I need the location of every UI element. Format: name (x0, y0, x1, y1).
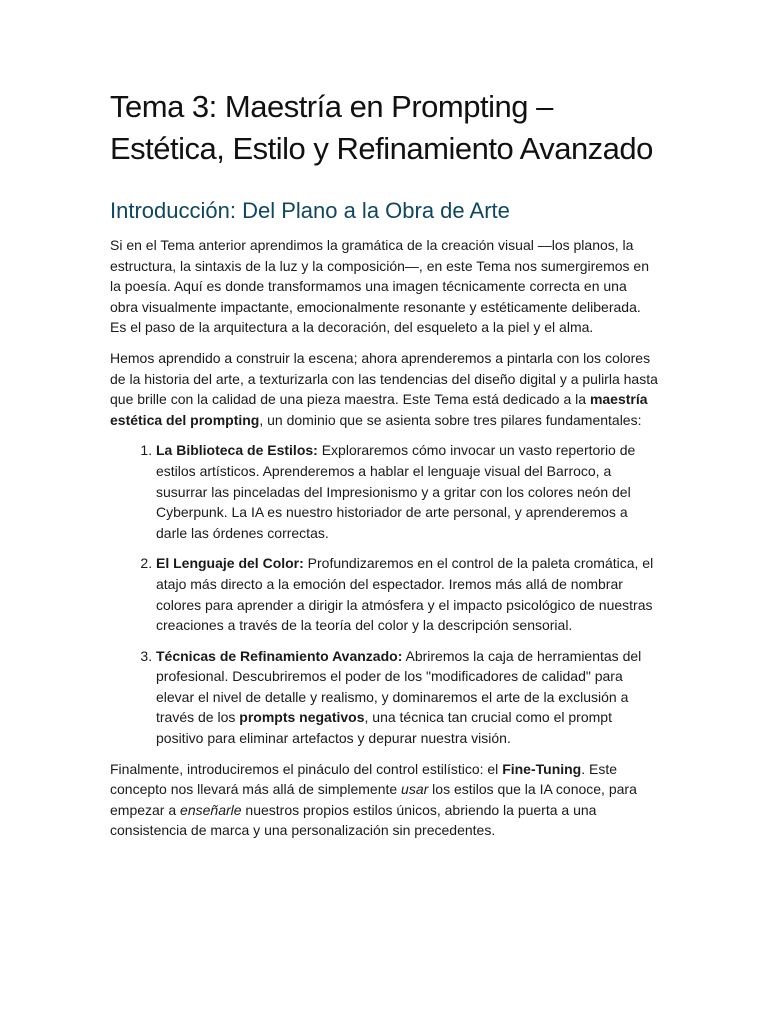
text-run: Finalmente, introduciremos el pináculo del control estilístico: el (110, 760, 503, 777)
list-item-text: Profundizaremos en el control de la paleta cromática, el atajo más directo a la emoción del espectador. Iremos más allá de nombrar colores para aprender a dirigir la atmósfera y el impacto psicológico de nuestras creaciones a través de la teoría del color y la descripción sensorial. (156, 555, 654, 634)
text-run: . Este concepto nos llevará más allá de simplemente (110, 760, 618, 798)
pillars-intro-paragraph (110, 348, 658, 430)
list-item-text: , una técnica tan crucial como el prompt positivo para eliminar artefactos y depurar nuestra visión. (156, 709, 612, 747)
bold-phrase: Fine-Tuning (502, 760, 582, 777)
bold-phrase: maestría estética del prompting (110, 391, 648, 428)
list-item-title: El Lenguaje del Color: (156, 555, 304, 572)
document-title: Tema 3: Maestría en Prompting – Estética, Estilo y Refinamiento Avanzado (110, 89, 653, 166)
italic-word: usar (401, 781, 429, 798)
list-item-text: Exploraremos cómo invocar un vasto repertorio de estilos artísticos. Aprenderemos a hablar el lenguaje visual del Barroco, a susurrar las pinceladas del Impresionismo y a gritar con los colores neón del Cyberpunk. La IA es nuestro historiador de arte personal, y aprenderemos a darle las órdenes correctas. (156, 442, 636, 541)
section-heading: Introducción: Del Plano a la Obra de Arte (110, 198, 510, 223)
list-item-title: Técnicas de Refinamiento Avanzado: (156, 647, 403, 664)
list-item-styles-library (156, 440, 658, 543)
list-item-title: La Biblioteca de Estilos: (156, 442, 318, 459)
list-item-text: Abriremos la caja de herramientas del profesional. Descubriremos el poder de los "modificadores de calidad" para elevar el nivel de detalle y realismo, y dominaremos el arte de la exclusión a través de los (156, 647, 642, 726)
list-item-refinement-techniques (156, 646, 658, 749)
text-run: los estilos que la IA conoce, para empezar a (110, 781, 637, 818)
text-run: , un dominio que se asienta sobre tres pilares fundamentales: (259, 411, 642, 428)
bold-phrase: prompts negativos (239, 709, 365, 726)
intro-paragraph: Si en el Tema anterior aprendimos la gramática de la creación visual —los planos, la estructura, la sintaxis de la luz y la composición—, en este Tema nos sumergiremos en la poesía. Aquí es donde transformamos una imagen técnicamente correcta en una obra visualmente impactante, emocionalmente resonante y estéticamente deliberada. Es el paso de la arquitectura a la decoración, del esqueleto a la piel y el alma. (110, 237, 649, 336)
pillars-list (110, 440, 658, 748)
document-content (110, 86, 658, 841)
closing-paragraph (110, 759, 658, 841)
italic-word: enseñarle (180, 801, 242, 818)
text-run: Hemos aprendido a construir la escena; ahora aprenderemos a pintarla con los colores de la historia del arte, a texturizarla con las tendencias del diseño digital y a pulirla hasta que brille con la calidad de una pieza maestra. Este Tema está dedicado a la (110, 349, 658, 408)
list-item-color-language (156, 553, 658, 635)
text-run: nuestros propios estilos únicos, abriendo la puerta a una consistencia de marca y una personalización sin precedentes. (110, 801, 597, 839)
